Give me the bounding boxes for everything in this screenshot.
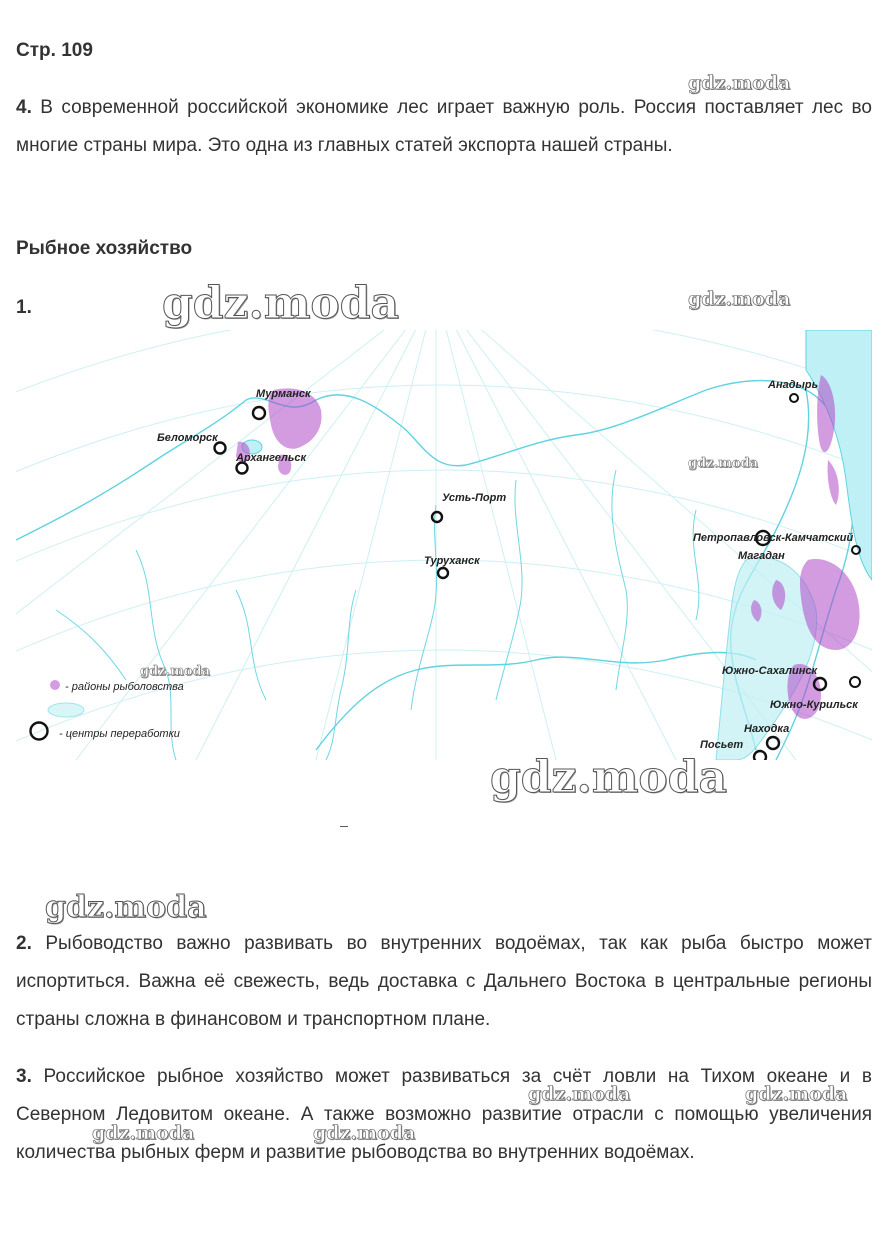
fishing-map <box>16 330 872 760</box>
watermark: gdz.moda <box>313 1122 416 1144</box>
watermark: gdz.moda <box>45 890 207 925</box>
nakhodka-marker <box>767 737 779 749</box>
label-posyet: Посьет <box>700 739 744 751</box>
belomorsk-marker <box>215 443 226 454</box>
watermark: gdz.moda <box>140 664 211 679</box>
label-yuzhno-kurilsk: Южно-Курильск <box>770 699 858 711</box>
label-arkhangelsk: Архангельск <box>236 452 307 464</box>
paragraph-2-number: 2. <box>16 933 32 954</box>
label-belomorsk: Беломорск <box>157 432 218 444</box>
watermark: gdz.moda <box>162 278 400 329</box>
paragraph-4-number: 4. <box>16 97 32 118</box>
map-water-bodies <box>48 330 872 760</box>
watermark: gdz.moda <box>688 72 791 94</box>
label-nakhodka: Находка <box>744 723 790 735</box>
murmansk-marker <box>253 407 265 419</box>
label-yuzhno-sakhalinsk: Южно-Сахалинск <box>722 665 818 677</box>
arkhangelsk-marker <box>237 463 248 474</box>
section-title: Рыбное хозяйство <box>16 238 193 259</box>
posyet-marker <box>754 751 766 760</box>
label-turukhansk: Туруханск <box>424 555 480 567</box>
paragraph-3-number: 3. <box>16 1066 32 1087</box>
watermark: gdz.moda <box>490 752 728 803</box>
watermark: gdz.moda <box>688 456 759 471</box>
anadyr-marker <box>790 394 798 402</box>
label-murmansk: Мурманск <box>256 388 311 400</box>
ust-port-marker <box>432 512 442 522</box>
yuzhno-kurilsk-marker <box>850 677 860 687</box>
paragraph-3-text: Российское рыбное хозяйство может развиваться за счёт ловли на Тихом океане и в Северном Ледовитом океане. А также возможно развитие отрасли с помощью увеличения количества рыбных ферм и развитие рыбоводства во внутренних водоёмах. <box>16 1066 872 1163</box>
watermark: gdz.moda <box>92 1122 195 1144</box>
label-petropavlovsk: Петропавловск-Камчатский <box>693 532 854 544</box>
turukhansk-marker <box>438 568 448 578</box>
page-header: Стр. 109 <box>16 40 93 61</box>
paragraph-2 <box>16 925 872 1039</box>
legend-fishing-areas: - районы рыболовства <box>65 681 184 693</box>
paragraph-2-text: Рыбоводство важно развивать во внутренних водоёмах, так как рыба быстро может испортиться. Важна её свежесть, ведь доставка с Дальнего Востока в центральные регионы страны сложна в финансовом и транспортном плане. <box>16 933 873 1030</box>
task-1-number: 1. <box>16 297 32 318</box>
paragraph-4 <box>16 89 872 165</box>
watermark: gdz.moda <box>528 1083 631 1105</box>
label-ust-port: Усть-Порт <box>442 492 507 504</box>
paragraph-3 <box>16 1058 872 1172</box>
map-svg <box>16 330 872 760</box>
watermark: gdz.moda <box>745 1083 848 1105</box>
label-magadan: Магадан <box>738 550 785 562</box>
legend-processing-centers: - центры переработки <box>59 728 180 740</box>
paragraph-4-text: В современной российской экономике лес играет важную роль. Россия поставляет лес во многие страны мира. Это одна из главных статей экспорта нашей страны. <box>16 97 872 156</box>
stray-dash <box>340 826 348 827</box>
watermark: gdz.moda <box>688 288 791 310</box>
label-anadyr: Анадырь <box>768 379 819 391</box>
